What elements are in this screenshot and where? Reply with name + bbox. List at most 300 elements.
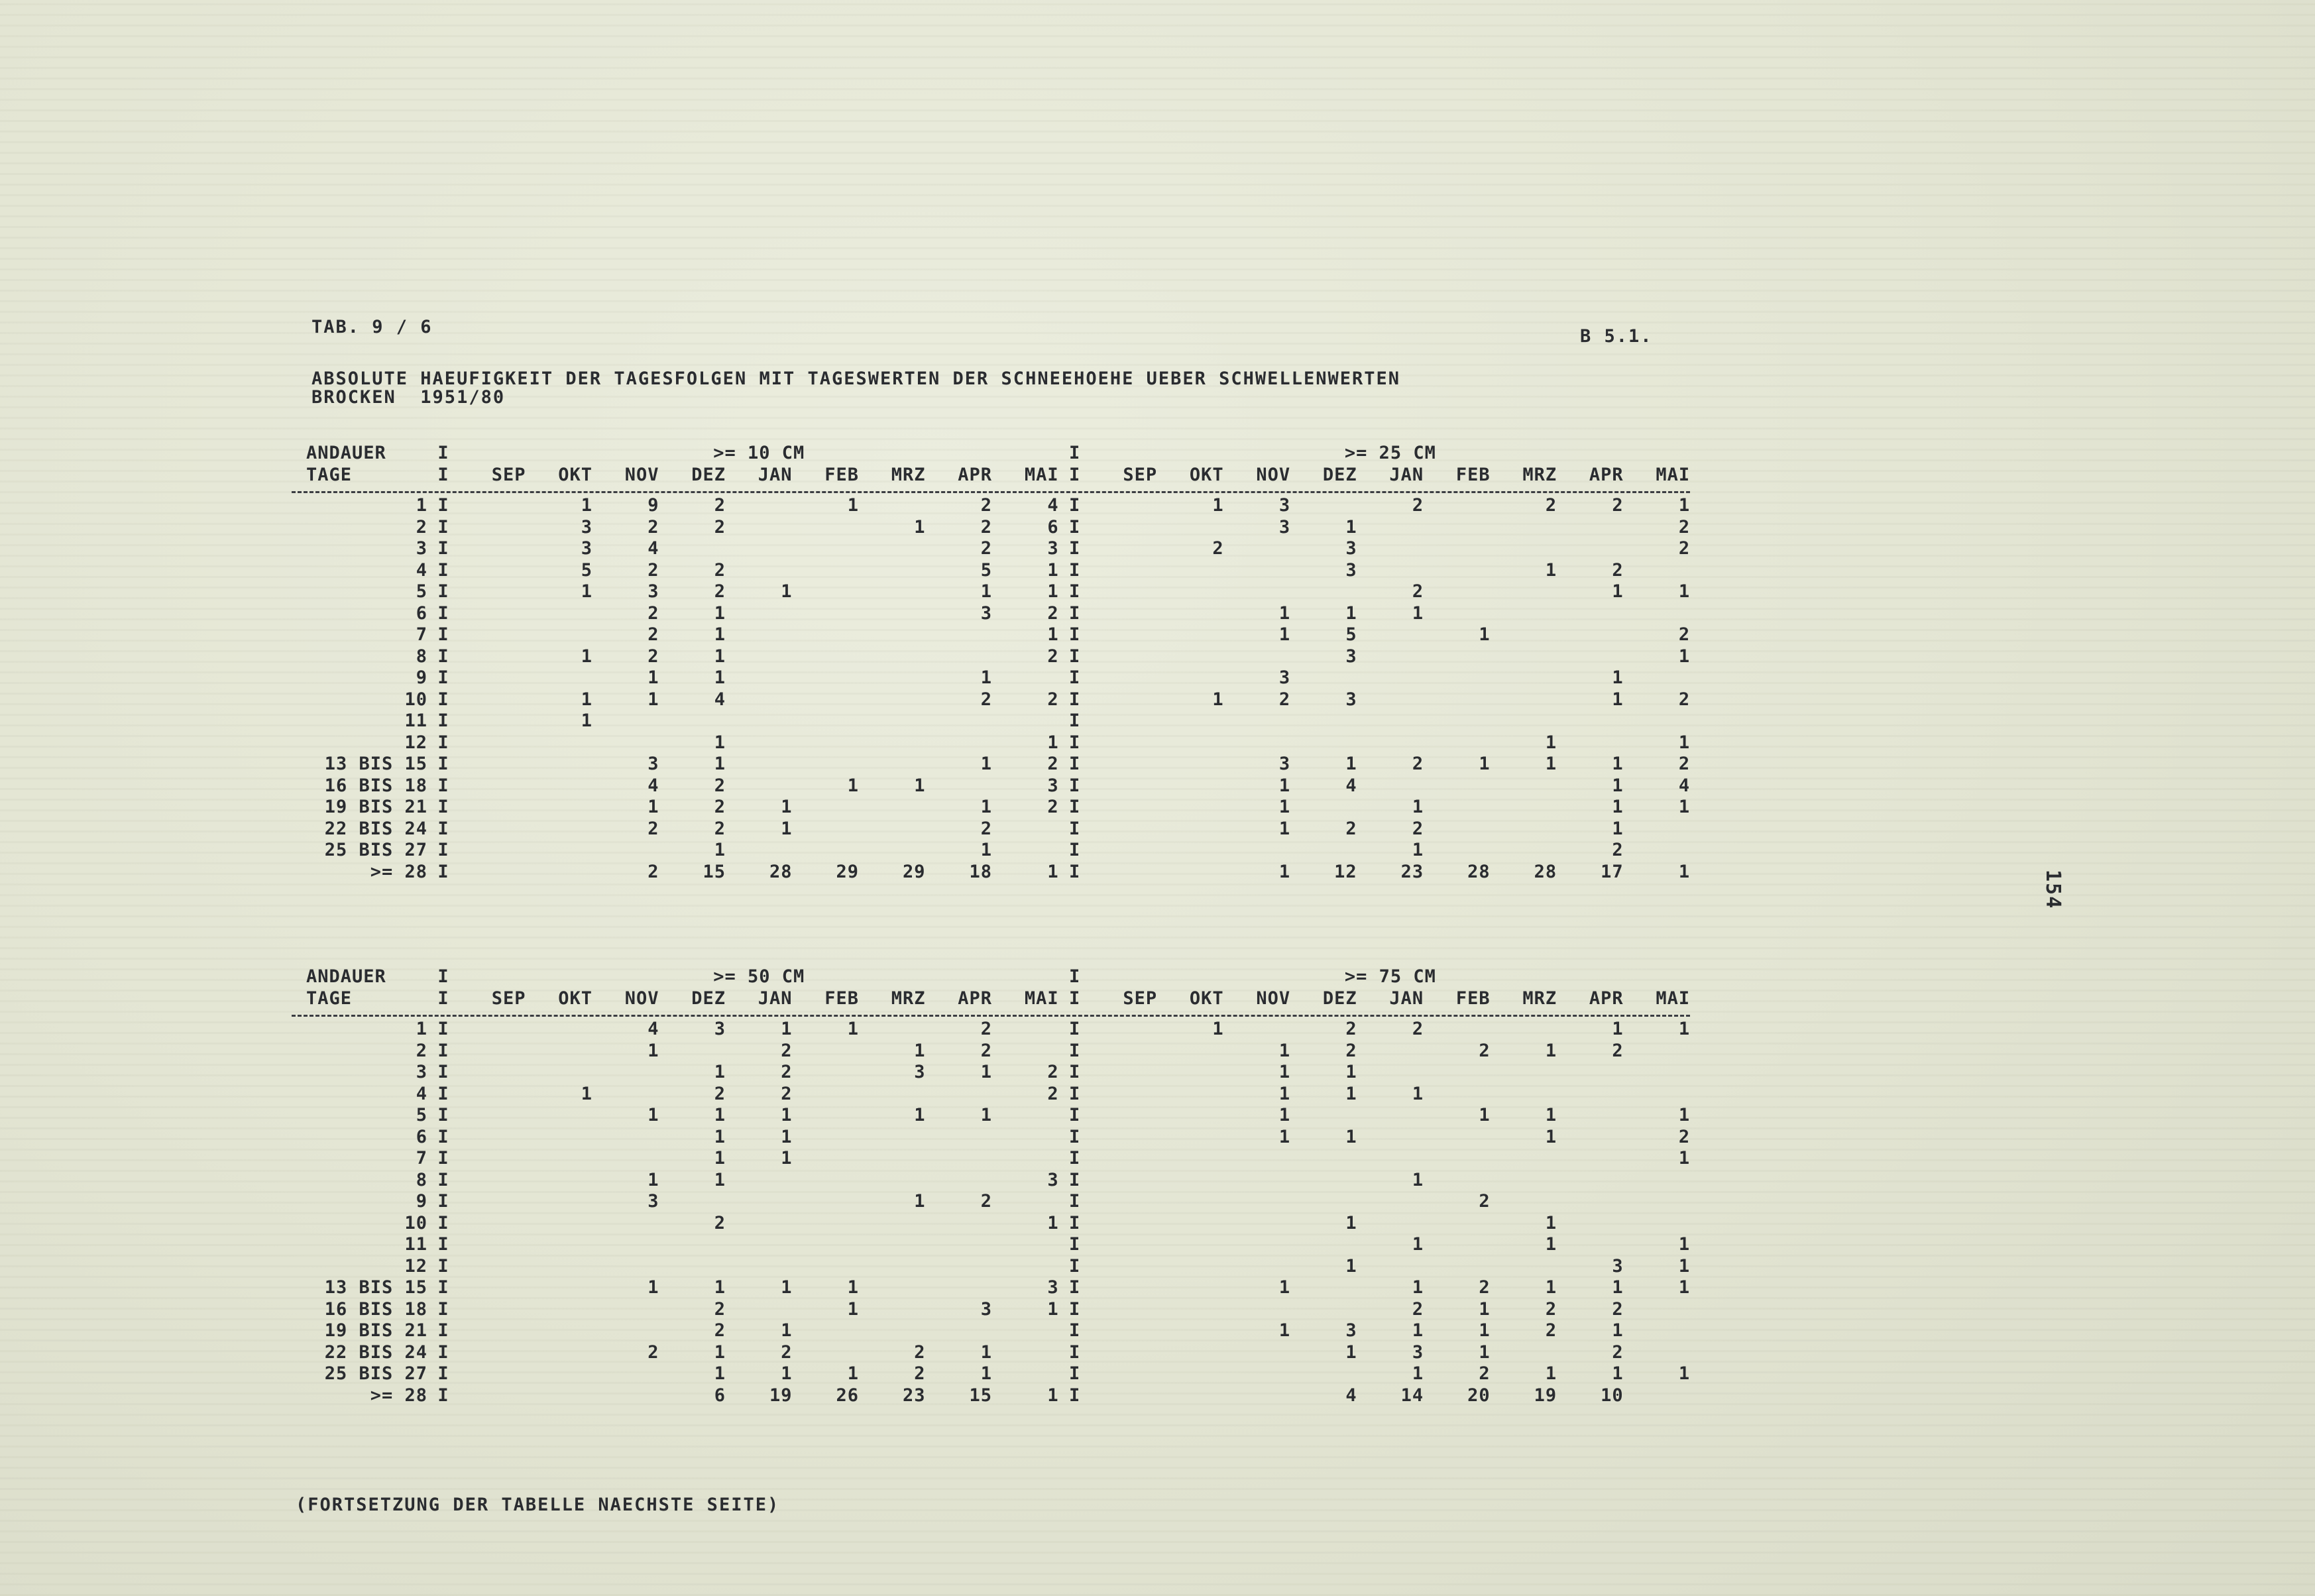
value-cell: [459, 1062, 526, 1084]
column-separator: I: [437, 818, 449, 839]
value-cell: 1: [847, 1363, 859, 1384]
value-cell: [1290, 1299, 1357, 1321]
value-cell: [593, 1127, 659, 1149]
month-header: NOV: [624, 464, 659, 485]
table-row: [292, 732, 1690, 754]
value-cell: 1: [714, 1363, 726, 1384]
value-cell: [1424, 538, 1491, 560]
value-cell: 19: [1534, 1385, 1557, 1406]
value-cell: 1: [1612, 581, 1624, 602]
row-header-label: ANDAUER: [306, 443, 386, 463]
value-cell: [992, 1127, 1059, 1149]
column-separator: I: [437, 602, 449, 624]
value-cell: 1: [1345, 1212, 1357, 1233]
value-cell: 1: [781, 1126, 793, 1147]
value-cell: [926, 1213, 993, 1235]
column-separator: I: [437, 516, 449, 538]
value-cell: 2: [714, 1298, 726, 1320]
table-row: [292, 1256, 1690, 1278]
value-cell: 1: [714, 1105, 726, 1125]
value-cell: 2: [648, 624, 659, 645]
month-header: OKT: [1189, 464, 1224, 485]
value-cell: 3: [1412, 1341, 1424, 1363]
column-separator: I: [437, 538, 449, 559]
table-row: [292, 1062, 1690, 1084]
value-cell: [1424, 560, 1491, 582]
value-cell: 17: [1601, 861, 1624, 882]
column-separator: I: [1068, 818, 1081, 839]
value-cell: 4: [648, 775, 659, 796]
value-cell: 1: [1345, 1341, 1357, 1363]
value-cell: [1157, 667, 1224, 689]
month-header: SEP: [491, 464, 526, 485]
value-cell: 1: [1545, 1234, 1557, 1255]
value-cell: [526, 1256, 593, 1278]
duration-label: 2: [416, 1040, 427, 1061]
value-cell: 1: [581, 581, 593, 602]
column-separator: I: [1068, 1169, 1081, 1190]
value-cell: 10: [1601, 1385, 1624, 1406]
table-row: [292, 797, 1690, 819]
column-separator: I: [437, 732, 449, 753]
value-cell: 2: [1479, 1363, 1491, 1384]
table-row: [292, 1191, 1690, 1213]
value-cell: 1: [581, 646, 593, 667]
value-cell: 2: [1479, 1277, 1491, 1298]
value-cell: [1091, 1363, 1158, 1385]
value-cell: 3: [581, 516, 593, 538]
page-number: 154: [2041, 870, 2064, 910]
column-separator: I: [437, 1083, 449, 1104]
value-cell: 1: [1047, 732, 1059, 753]
value-cell: [726, 1234, 793, 1256]
value-cell: [793, 603, 860, 625]
continuation-note: (FORTSETZUNG DER TABELLE NAECHSTE SEITE): [296, 1495, 780, 1515]
value-cell: [1157, 603, 1224, 625]
value-cell: [1357, 517, 1424, 539]
table-row: [292, 1170, 1690, 1192]
column-separator: I: [1068, 1234, 1081, 1255]
value-cell: [859, 1256, 926, 1278]
value-cell: [992, 840, 1059, 862]
value-cell: [1091, 1105, 1158, 1127]
value-cell: [1357, 560, 1424, 582]
value-cell: [1624, 1062, 1691, 1084]
value-cell: 4: [648, 1019, 659, 1039]
column-separator: I: [437, 966, 449, 987]
value-cell: [1224, 581, 1291, 603]
value-cell: [793, 1256, 860, 1278]
value-cell: 2: [714, 775, 726, 796]
value-cell: [1157, 1234, 1224, 1256]
value-cell: [459, 1019, 526, 1041]
value-cell: [1157, 624, 1224, 646]
column-separator: I: [1068, 1212, 1081, 1233]
value-cell: 1: [1412, 1234, 1424, 1255]
month-header: MRZ: [1522, 988, 1557, 1009]
value-cell: [859, 711, 926, 732]
value-cell: 1: [1212, 495, 1224, 516]
value-cell: 2: [1047, 1062, 1059, 1082]
duration-label: 11: [404, 1234, 427, 1255]
value-cell: [793, 732, 860, 754]
value-cell: 2: [1047, 689, 1059, 710]
value-cell: [1157, 560, 1224, 582]
value-cell: [1290, 1234, 1357, 1256]
value-cell: 2: [914, 1363, 926, 1384]
dashed-divider: [292, 486, 1690, 495]
value-cell: [1091, 689, 1158, 711]
value-cell: 3: [1047, 538, 1059, 559]
value-cell: 3: [980, 602, 992, 624]
value-cell: [1424, 732, 1491, 754]
column-separator: I: [437, 1255, 449, 1277]
row-header-label: ANDAUER: [306, 966, 386, 987]
column-separator: I: [1068, 1148, 1081, 1168]
duration-label: 6: [416, 1126, 427, 1147]
value-cell: 1: [581, 689, 593, 710]
column-separator: I: [437, 624, 449, 645]
column-separator: I: [1068, 602, 1081, 624]
value-cell: [726, 711, 793, 732]
column-separator: I: [437, 1363, 449, 1384]
table-row: [292, 1363, 1690, 1385]
value-cell: [793, 797, 860, 819]
value-cell: [859, 581, 926, 603]
value-cell: 3: [648, 754, 659, 774]
value-cell: [1424, 1170, 1491, 1192]
value-cell: 5: [1345, 624, 1357, 645]
value-cell: 1: [1278, 1062, 1291, 1082]
value-cell: [859, 603, 926, 625]
value-cell: [926, 624, 993, 646]
value-cell: 1: [847, 1019, 859, 1039]
value-cell: [1424, 775, 1491, 797]
value-cell: [1424, 840, 1491, 862]
value-cell: 1: [1545, 1363, 1557, 1384]
column-separator: I: [437, 754, 449, 774]
value-cell: [459, 1084, 526, 1106]
value-cell: 1: [980, 1341, 992, 1363]
value-cell: [459, 667, 526, 689]
value-cell: 1: [1278, 602, 1291, 624]
value-cell: [1624, 1041, 1691, 1062]
value-cell: [992, 667, 1059, 689]
value-cell: 1: [1278, 861, 1291, 882]
value-cell: 5: [980, 559, 992, 581]
value-cell: 1: [714, 1341, 726, 1363]
value-cell: [1224, 1148, 1291, 1170]
value-cell: [1424, 667, 1491, 689]
duration-label: 3: [416, 538, 427, 559]
value-cell: [1091, 603, 1158, 625]
value-cell: [1091, 862, 1158, 883]
value-cell: 1: [1545, 1212, 1557, 1233]
table-row: [292, 862, 1690, 883]
duration-label: 19 BIS 21: [324, 1320, 427, 1341]
value-cell: 2: [714, 495, 726, 516]
value-cell: 3: [648, 581, 659, 602]
value-cell: [1557, 711, 1624, 732]
value-cell: 3: [980, 1298, 992, 1320]
value-cell: [593, 1256, 659, 1278]
month-header: NOV: [1256, 464, 1291, 485]
value-cell: [793, 689, 860, 711]
value-cell: 1: [1412, 1169, 1424, 1190]
duration-label: 25 BIS 27: [324, 840, 427, 860]
value-cell: 2: [1412, 581, 1424, 602]
value-cell: [1557, 1084, 1624, 1106]
frequency-table-10-25cm: [292, 443, 1690, 883]
value-cell: 2: [1047, 646, 1059, 667]
value-cell: [526, 1234, 593, 1256]
value-cell: 1: [1047, 1385, 1059, 1406]
column-separator: I: [437, 988, 449, 1009]
value-cell: [1357, 1191, 1424, 1213]
value-cell: 4: [1345, 775, 1357, 796]
value-cell: [1491, 711, 1557, 732]
value-cell: [1091, 1385, 1158, 1407]
value-cell: 12: [1334, 861, 1357, 882]
value-cell: 2: [1047, 602, 1059, 624]
value-cell: [1357, 1062, 1424, 1084]
value-cell: 3: [1345, 538, 1357, 559]
value-cell: [1091, 517, 1158, 539]
month-header: APR: [1589, 464, 1624, 485]
value-cell: [526, 1342, 593, 1364]
value-cell: 1: [714, 624, 726, 645]
value-cell: [1157, 1299, 1224, 1321]
column-separator: I: [1068, 861, 1081, 882]
value-cell: [1424, 517, 1491, 539]
value-cell: [926, 1256, 993, 1278]
value-cell: [859, 667, 926, 689]
value-cell: [526, 775, 593, 797]
value-cell: [1424, 1213, 1491, 1235]
value-cell: [459, 1041, 526, 1062]
column-separator: I: [1068, 1320, 1081, 1341]
value-cell: 1: [1678, 797, 1691, 817]
value-cell: 1: [1278, 818, 1291, 839]
column-separator: I: [1068, 559, 1081, 581]
column-separator: I: [437, 1212, 449, 1233]
value-cell: [859, 646, 926, 668]
value-cell: 1: [781, 581, 793, 602]
value-cell: 2: [781, 1062, 793, 1082]
value-cell: [659, 1256, 726, 1278]
value-cell: [793, 560, 860, 582]
value-cell: 20: [1467, 1385, 1491, 1406]
value-cell: 1: [1612, 818, 1624, 839]
value-cell: 3: [1612, 1255, 1624, 1277]
value-cell: 3: [648, 1191, 659, 1212]
column-separator: I: [1068, 667, 1081, 688]
value-cell: [1091, 1234, 1158, 1256]
value-cell: 1: [914, 1040, 926, 1061]
value-cell: [1624, 667, 1691, 689]
value-cell: [1557, 603, 1624, 625]
value-cell: [1290, 840, 1357, 862]
duration-label: 7: [416, 624, 427, 645]
value-cell: 3: [1047, 775, 1059, 796]
month-header: MAI: [1656, 464, 1691, 485]
value-cell: 1: [1047, 624, 1059, 645]
value-cell: 1: [714, 1126, 726, 1147]
value-cell: 1: [1412, 1363, 1424, 1384]
column-separator: I: [1068, 464, 1081, 485]
value-cell: 1: [1678, 1019, 1691, 1039]
value-cell: [1491, 1019, 1557, 1041]
column-separator: I: [437, 1320, 449, 1341]
duration-label: 7: [416, 1148, 427, 1168]
value-cell: 2: [1345, 818, 1357, 839]
value-cell: [1491, 775, 1557, 797]
value-cell: 1: [1545, 1277, 1557, 1298]
value-cell: 1: [980, 1105, 992, 1125]
value-cell: [726, 754, 793, 775]
value-cell: 1: [914, 1191, 926, 1212]
duration-label: 8: [416, 646, 427, 667]
value-cell: 1: [1412, 1083, 1424, 1104]
value-cell: [926, 646, 993, 668]
value-cell: [859, 495, 926, 517]
value-cell: 19: [769, 1385, 793, 1406]
month-header: JAN: [1389, 988, 1424, 1009]
value-cell: 1: [648, 1169, 659, 1190]
value-cell: 3: [1345, 559, 1357, 581]
column-separator: I: [437, 1277, 449, 1298]
value-cell: 9: [648, 495, 659, 516]
value-cell: [926, 1277, 993, 1299]
value-cell: [1157, 1320, 1224, 1342]
table-row: [292, 754, 1690, 775]
value-cell: [726, 1299, 793, 1321]
value-cell: [1091, 624, 1158, 646]
value-cell: [1157, 1277, 1224, 1299]
value-cell: [1091, 1019, 1158, 1041]
column-separator: I: [1068, 966, 1081, 987]
value-cell: [1224, 1299, 1291, 1321]
table-row: [292, 711, 1690, 732]
value-cell: [1357, 1041, 1424, 1062]
duration-label: 12: [404, 732, 427, 753]
duration-label: 6: [416, 602, 427, 624]
column-separator: I: [1068, 1385, 1081, 1406]
value-cell: [726, 840, 793, 862]
value-cell: [1224, 711, 1291, 732]
month-header: FEB: [1455, 988, 1491, 1009]
column-separator: I: [437, 495, 449, 516]
value-cell: [793, 840, 860, 862]
value-cell: [459, 1385, 526, 1407]
value-cell: 1: [1545, 559, 1557, 581]
threshold-label-right: >= 75 CM: [1344, 966, 1436, 987]
value-cell: 2: [1612, 1341, 1624, 1363]
value-cell: 1: [847, 775, 859, 796]
value-cell: [1557, 1234, 1624, 1256]
value-cell: 1: [914, 516, 926, 538]
value-cell: 2: [1678, 1126, 1691, 1147]
value-cell: 1: [648, 1277, 659, 1298]
value-cell: [459, 1277, 526, 1299]
value-cell: [1157, 862, 1224, 883]
value-cell: 2: [714, 818, 726, 839]
value-cell: [1290, 797, 1357, 819]
month-header: SEP: [491, 988, 526, 1009]
value-cell: [526, 1191, 593, 1213]
column-separator: I: [437, 559, 449, 581]
frequency-table-50-75cm: [292, 966, 1690, 1406]
table-row: [292, 1385, 1690, 1407]
value-cell: [1224, 1363, 1291, 1385]
duration-label: 19 BIS 21: [324, 797, 427, 817]
duration-label: >= 28: [370, 1385, 427, 1406]
value-cell: [526, 624, 593, 646]
value-cell: [726, 495, 793, 517]
value-cell: 2: [1678, 624, 1691, 645]
value-cell: [1491, 840, 1557, 862]
value-cell: [526, 1277, 593, 1299]
value-cell: 1: [1047, 1212, 1059, 1233]
value-cell: 1: [1212, 1019, 1224, 1039]
value-cell: [659, 1191, 726, 1213]
value-cell: [726, 646, 793, 668]
duration-label: 16 BIS 18: [324, 775, 427, 796]
value-cell: [1357, 1256, 1424, 1278]
header-row: [292, 966, 1690, 988]
value-cell: 2: [714, 797, 726, 817]
value-cell: [1224, 1385, 1291, 1407]
value-cell: [1290, 1277, 1357, 1299]
value-cell: [926, 1320, 993, 1342]
value-cell: 1: [847, 1277, 859, 1298]
value-cell: [793, 1127, 860, 1149]
value-cell: 26: [836, 1385, 859, 1406]
value-cell: [1091, 711, 1158, 732]
column-separator: I: [437, 1040, 449, 1061]
value-cell: [859, 1320, 926, 1342]
value-cell: [859, 1213, 926, 1235]
value-cell: [1224, 732, 1291, 754]
value-cell: [1491, 1191, 1557, 1213]
column-separator: I: [437, 646, 449, 667]
value-cell: 1: [980, 797, 992, 817]
value-cell: 1: [1678, 732, 1691, 753]
value-cell: 2: [1612, 559, 1624, 581]
value-cell: 1: [1278, 624, 1291, 645]
column-separator: I: [1068, 711, 1081, 731]
value-cell: 1: [1412, 1277, 1424, 1298]
value-cell: [1424, 581, 1491, 603]
value-cell: [793, 581, 860, 603]
month-header: MRZ: [1522, 464, 1557, 485]
duration-label: 1: [416, 1019, 427, 1039]
value-cell: 2: [1412, 818, 1424, 839]
value-cell: [459, 1256, 526, 1278]
value-cell: 28: [1534, 861, 1557, 882]
value-cell: 1: [781, 818, 793, 839]
value-cell: [726, 1191, 793, 1213]
column-separator: I: [437, 861, 449, 882]
table-row: [292, 819, 1690, 840]
value-cell: 3: [1278, 495, 1291, 516]
value-cell: [1624, 819, 1691, 840]
month-header: DEZ: [691, 988, 726, 1009]
value-cell: [459, 1299, 526, 1321]
duration-label: 13 BIS 15: [324, 754, 427, 774]
value-cell: 1: [1612, 1363, 1624, 1384]
value-cell: [1091, 1041, 1158, 1062]
